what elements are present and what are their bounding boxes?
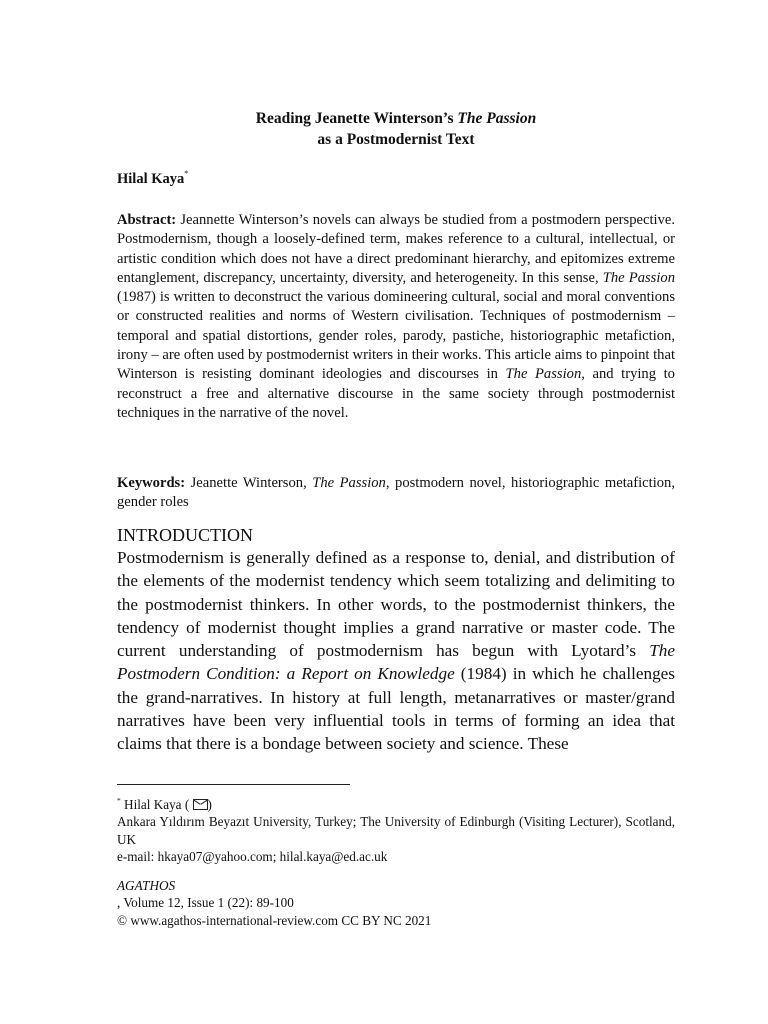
envelope-icon[interactable] — [193, 799, 208, 810]
keywords: Keywords: Jeanette Winterson, The Passion, postmodern novel, historiographic metafiction, gender roles — [117, 475, 675, 511]
title-line-1: Reading Jeanette Winterson’s The Passion — [255, 110, 537, 127]
section-heading-introduction: INTRODUCTION — [117, 525, 253, 545]
footnote-affiliation: Ankara Yıldırım Beyazıt University, Turkey; The University of Edinburgh (Visiting Lecturer), Scotland, UK — [117, 814, 675, 847]
journal-name: AGATHOS — [117, 878, 176, 893]
paper-title — [117, 108, 675, 150]
keywords-label: Keywords: — [117, 475, 186, 491]
footnote — [117, 792, 675, 866]
abstract: Abstract: Jeannette Winterson’s novels can always be studied from a postmodern perspective. Postmodernism, though a loosely-defined term, makes reference to a cultural, intellectual, or artistic condition which does not have a direct predominant hierarchy, and epitomizes extreme entanglement, discrepancy, uncertainty, diversity, and heterogeneity. In this sense, The Passion (1987) is written to deconstruct the various domineering cultural, social and moral conventions or constructed realities and norms of Western civilisation. Techniques of postmodernism – temporal and spatial distortions, gender roles, parody, pastiche, historiographic metafiction, irony – are often used by postmodernist writers in their works. This article aims to pinpoint that Winterson is resisting dominant ideologies and discourses in The Passion, and trying to reconstruct a free and alternative discourse in the same society through postmodernist techniques in the narrative of the novel. — [117, 212, 676, 421]
author-name: Hilal Kaya* — [117, 169, 189, 187]
introduction-paragraph: Postmodernism is generally defined as a response to, denial, and distribution of the elements of the modernist tendency which seem totalizing and delimiting to the postmodernist thinkers. In other words, to the postmodernist thinkers, the tendency of modernist thought implies a grand narrative or master code. The current understanding of postmodernism has begun with Lyotard’s The Postmodern Condition: a Report on Knowledge (1984) in which he challenges the grand-narratives. In history at full length, metanarratives or master/grand narratives have been very influential tools in terms of forming an idea that claims that there is a bondage between society and science. These — [117, 548, 675, 754]
footnote-email[interactable]: e-mail: hkaya07@yahoo.com; hilal.kaya@ed.ac.uk — [117, 849, 388, 865]
abstract-label: Abstract: — [117, 212, 177, 228]
journal-info — [117, 877, 675, 929]
footnote-divider — [117, 784, 350, 785]
title-line-2: as a Postmodernist Text — [317, 131, 475, 148]
title-italic: The Passion — [457, 110, 537, 127]
author-footnote-marker: * — [184, 169, 189, 178]
journal-license: © www.agathos-international-review.com CC BY NC 2021 — [117, 912, 432, 928]
footnote-author-line: * Hilal Kaya ( ) — [117, 796, 212, 812]
journal-citation: AGATHOS , Volume 12, Issue 1 (22): 89-100 — [117, 878, 294, 911]
